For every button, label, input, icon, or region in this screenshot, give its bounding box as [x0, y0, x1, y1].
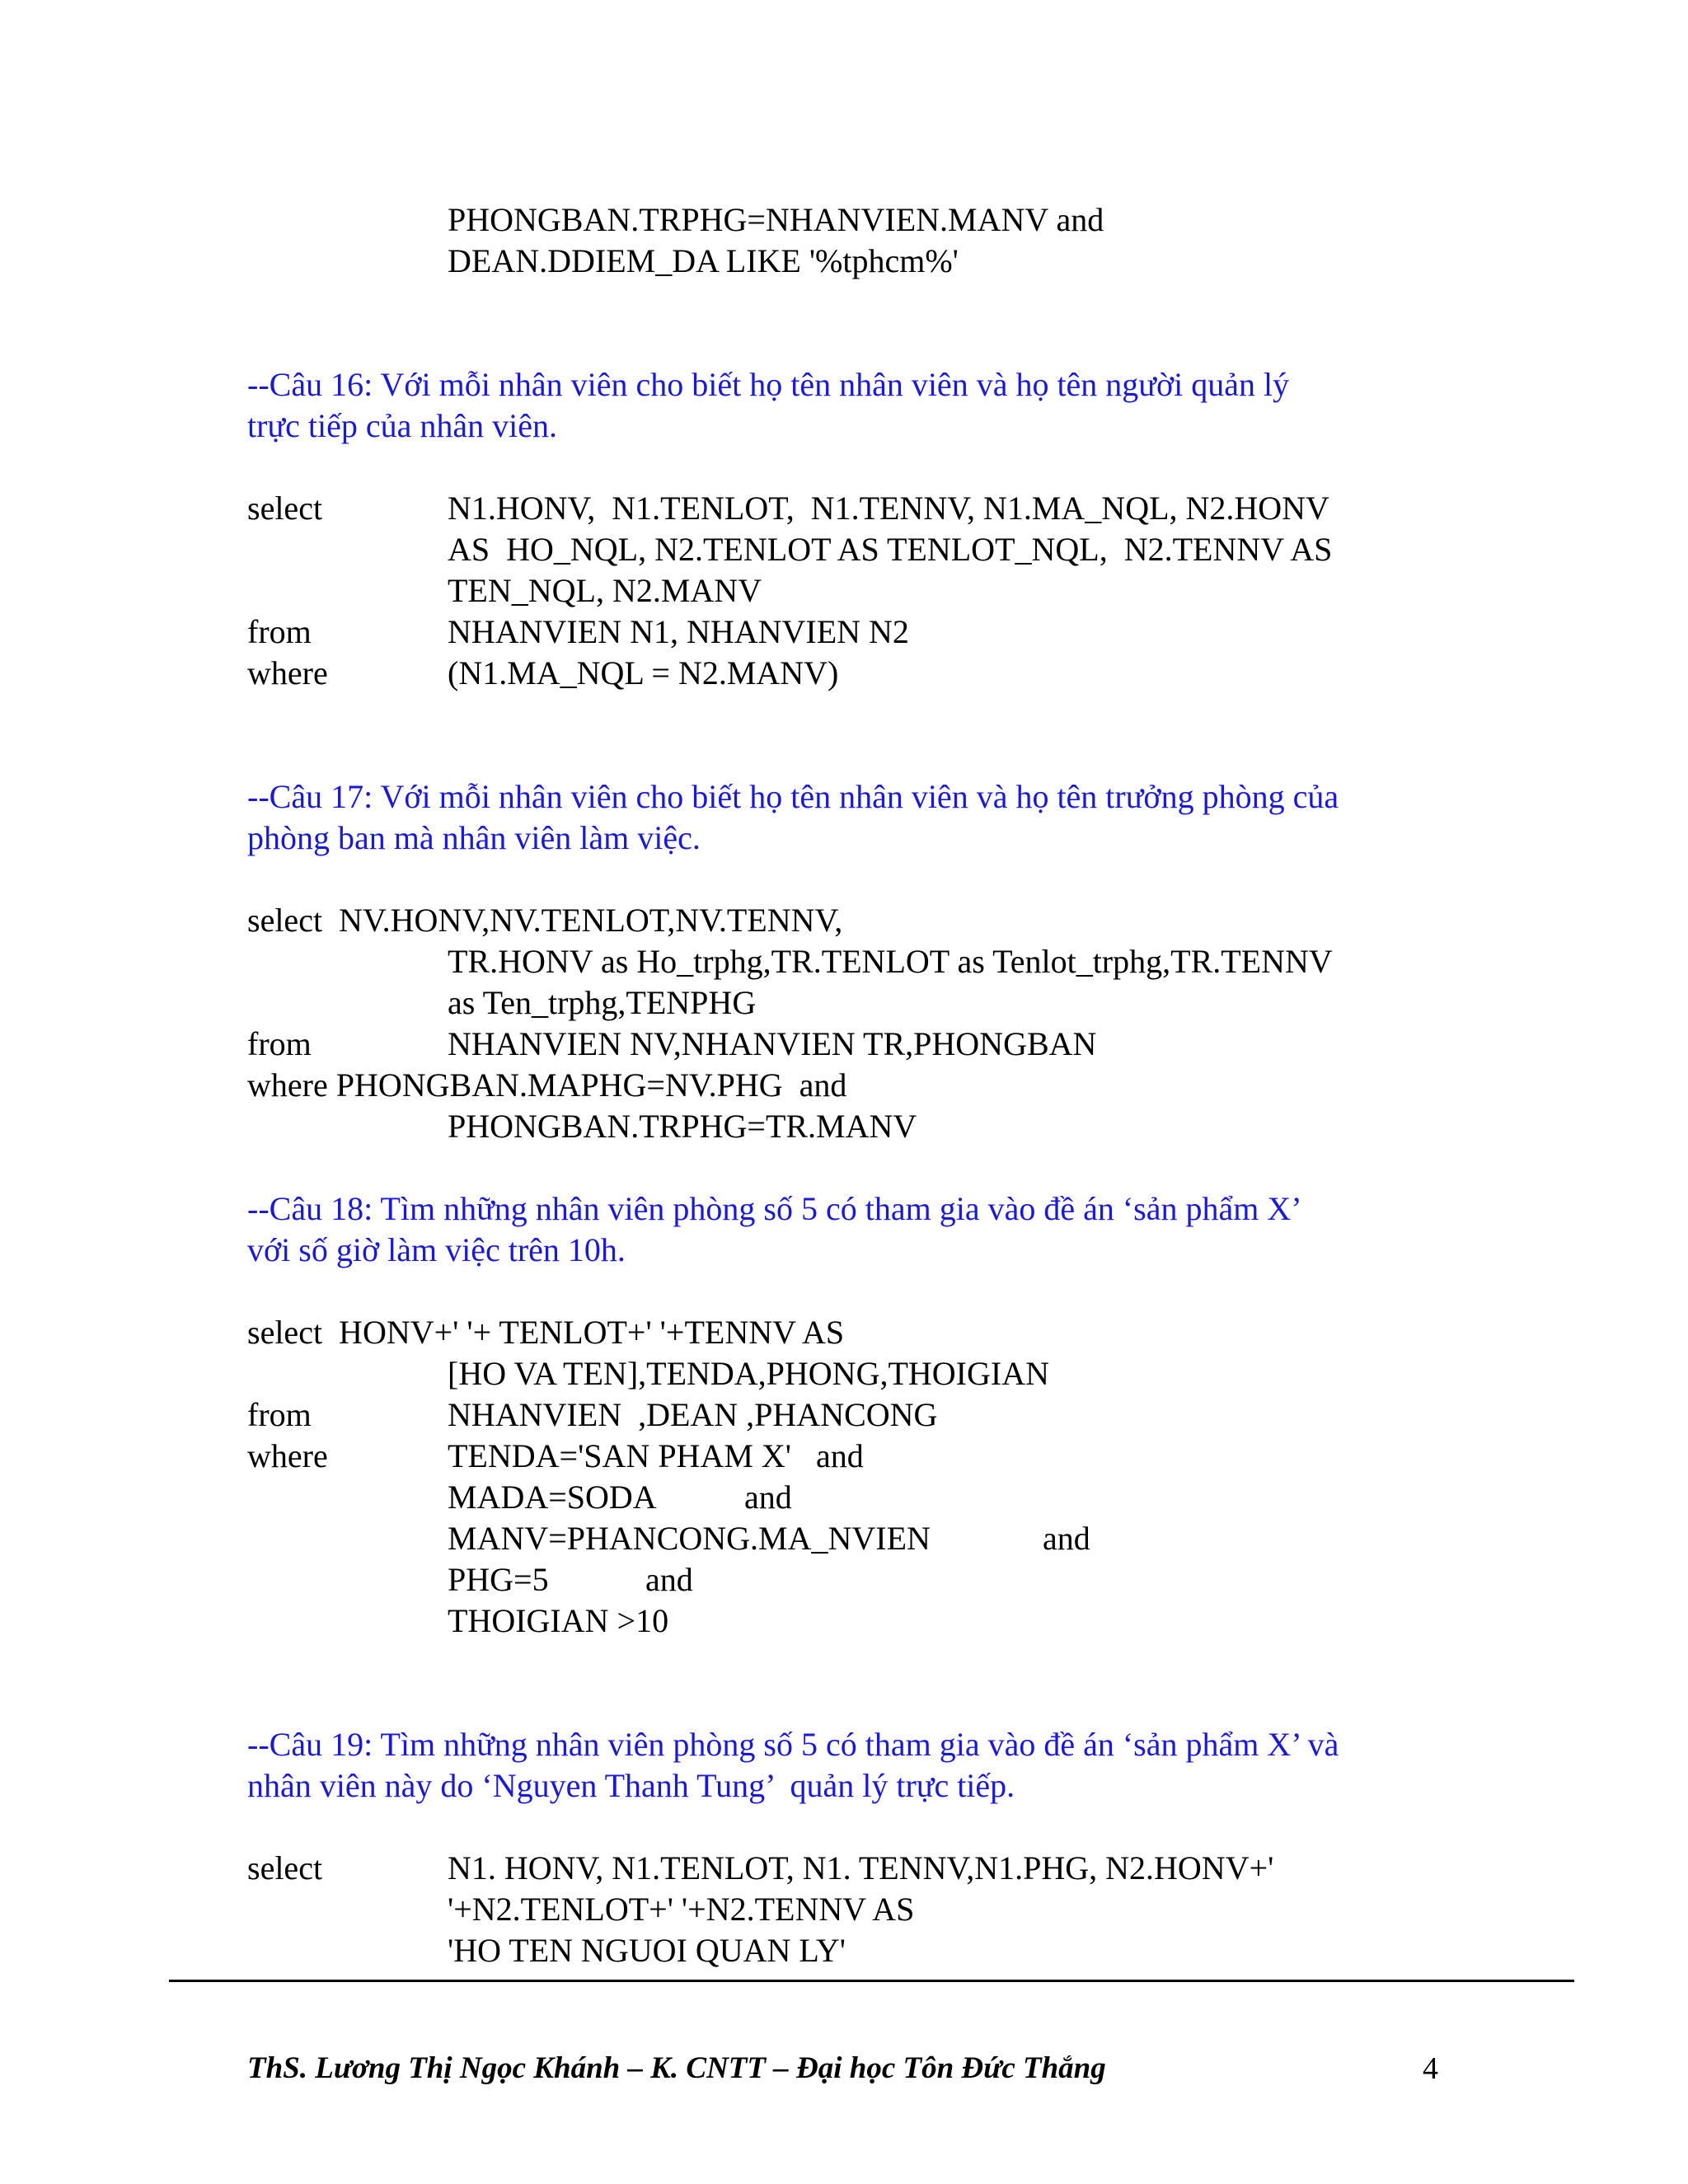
- sql-line: PHG=5: [448, 1561, 549, 1598]
- sql-line: NHANVIEN NV,NHANVIEN TR,PHONGBAN: [448, 1025, 1097, 1062]
- sql-keyword-from: from: [247, 1025, 312, 1062]
- sql-line: N1.HONV, N1.TENLOT, N1.TENNV, N1.MA_NQL, N2.HONV: [448, 490, 1329, 527]
- sql-line: where PHONGBAN.MAPHG=NV.PHG and: [247, 1066, 847, 1104]
- sql-line: '+N2.TENLOT+' '+N2.TENNV AS: [448, 1891, 915, 1928]
- sql-line: NHANVIEN N1, NHANVIEN N2: [448, 613, 909, 650]
- sql-keyword-from: from: [247, 1396, 312, 1433]
- page-number: 4: [1423, 2051, 1438, 2086]
- sql-keyword-and: and: [645, 1561, 693, 1598]
- sql-keyword-and: and: [1043, 1520, 1090, 1557]
- sql-keyword-where: where: [247, 1437, 328, 1474]
- sql-line: (N1.MA_NQL = N2.MANV): [448, 654, 839, 691]
- sql-line: PHONGBAN.TRPHG=NHANVIEN.MANV and: [448, 201, 1104, 238]
- sql-line: PHONGBAN.TRPHG=TR.MANV: [448, 1108, 917, 1145]
- sql-line: MANV=PHANCONG.MA_NVIEN: [448, 1520, 931, 1557]
- question-18-title: --Câu 18: Tìm những nhân viên phòng số 5 có tham gia vào đề án ‘sản phẩm X’: [247, 1190, 1302, 1227]
- sql-keyword-from: from: [247, 613, 312, 650]
- sql-line: N1. HONV, N1.TENLOT, N1. TENNV,N1.PHG, N2.HONV+': [448, 1849, 1274, 1886]
- question-19-title: --Câu 19: Tìm những nhân viên phòng số 5 có tham gia vào đề án ‘sản phẩm X’ và: [247, 1726, 1339, 1763]
- question-19-title-cont: nhân viên này do ‘Nguyen Thanh Tung’ quản lý trực tiếp.: [247, 1767, 1015, 1804]
- sql-line: AS HO_NQL, N2.TENLOT AS TENLOT_NQL, N2.TENNV AS: [448, 531, 1333, 568]
- sql-keyword-and: and: [744, 1479, 792, 1516]
- sql-line: TENDA='SAN PHAM X' and: [448, 1437, 864, 1474]
- sql-line: NHANVIEN ,DEAN ,PHANCONG: [448, 1396, 938, 1433]
- question-17-title: --Câu 17: Với mỗi nhân viên cho biết họ tên nhân viên và họ tên trưởng phòng của: [247, 778, 1339, 815]
- sql-line: DEAN.DDIEM_DA LIKE '%tphcm%': [448, 242, 959, 279]
- question-16-title: --Câu 16: Với mỗi nhân viên cho biết họ tên nhân viên và họ tên người quản lý: [247, 366, 1290, 403]
- sql-keyword-select: select: [247, 490, 323, 527]
- sql-line: select HONV+' '+ TENLOT+' '+TENNV AS: [247, 1314, 845, 1351]
- sql-line: TEN_NQL, N2.MANV: [448, 572, 762, 609]
- footer-author: ThS. Lương Thị Ngọc Khánh – K. CNTT – Đại học Tôn Đức Thắng: [247, 2051, 1106, 2085]
- sql-line: 'HO TEN NGUOI QUAN LY': [448, 1932, 846, 1969]
- sql-line: as Ten_trphg,TENPHG: [448, 984, 757, 1021]
- question-16-title-cont: trực tiếp của nhân viên.: [247, 407, 557, 444]
- sql-keyword-select: select: [247, 1849, 323, 1886]
- sql-keyword-where: where: [247, 654, 328, 691]
- sql-line: [HO VA TEN],TENDA,PHONG,THOIGIAN: [448, 1355, 1049, 1392]
- question-18-title-cont: với số giờ làm việc trên 10h.: [247, 1231, 626, 1268]
- sql-line: select NV.HONV,NV.TENLOT,NV.TENNV,: [247, 902, 843, 939]
- sql-line: MADA=SODA: [448, 1479, 657, 1516]
- question-17-title-cont: phòng ban mà nhân viên làm việc.: [247, 819, 701, 856]
- footer-divider: [169, 1980, 1574, 1982]
- sql-line: THOIGIAN >10: [448, 1602, 669, 1639]
- sql-line: TR.HONV as Ho_trphg,TR.TENLOT as Tenlot_trphg,TR.TENNV: [448, 943, 1333, 980]
